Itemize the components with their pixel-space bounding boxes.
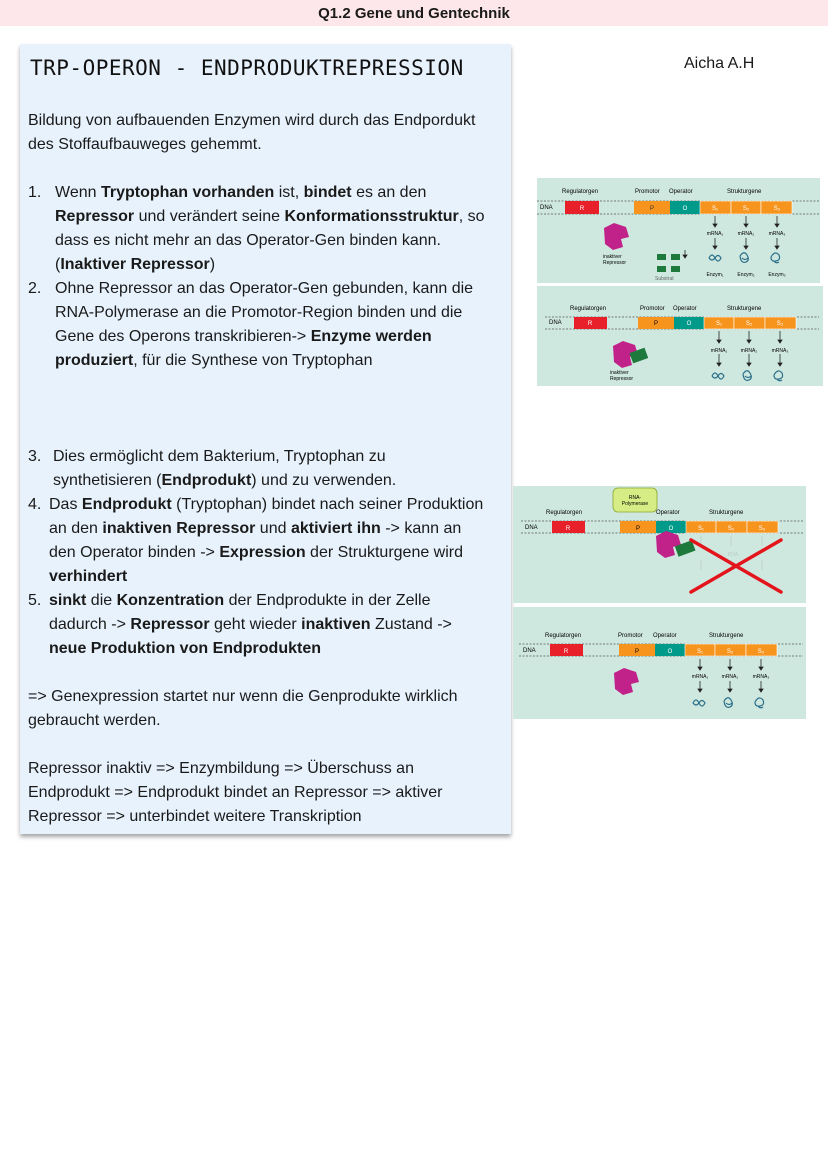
- label-strukturgene: Strukturgene: [727, 189, 762, 195]
- bold-term: Tryptophan vorhanden: [100, 184, 275, 201]
- svg-text:Promotor: Promotor: [640, 306, 665, 312]
- list-number: 1.: [28, 184, 42, 201]
- bold-term: sinkt: [49, 592, 87, 609]
- bold-term: Konformationsstruktur: [284, 208, 459, 225]
- list-number: 3.: [28, 448, 42, 465]
- conclusion-line-2: gebraucht werden.: [28, 712, 161, 729]
- svg-text:mRNA₂: mRNA₂: [737, 231, 755, 237]
- svg-text:Enzym₃: Enzym₃: [768, 272, 786, 278]
- svg-text:S₁: S₁: [696, 649, 704, 655]
- svg-text:P: P: [649, 206, 655, 212]
- summary-line-3: Repressor => unterbindet weitere Transkription: [28, 808, 362, 825]
- label-dna: DNA: [540, 205, 553, 211]
- list-number: 5.: [28, 592, 42, 609]
- svg-text:P: P: [635, 526, 641, 532]
- svg-text:P: P: [653, 321, 659, 327]
- list-item-line: Repressor und verändert seine Konformationsstruktur, so: [55, 208, 485, 225]
- list-item-line: sinkt die Konzentration der Endprodukte in der Zelle: [49, 592, 431, 609]
- svg-text:mRNA₃: mRNA₃: [752, 674, 770, 680]
- svg-text:DNA: DNA: [549, 320, 562, 326]
- svg-text:P: P: [634, 649, 640, 655]
- svg-text:Operator: Operator: [673, 306, 697, 312]
- svg-text:R: R: [563, 649, 569, 655]
- author-name: Aicha A.H: [684, 55, 755, 72]
- svg-text:Substrat: Substrat: [655, 276, 674, 282]
- operon-diagram-4: [513, 607, 806, 719]
- top-header-bar: [0, 0, 828, 26]
- svg-text:Regulatorgen: Regulatorgen: [546, 510, 583, 516]
- bold-term: aktiviert ihn: [290, 520, 381, 537]
- svg-text:DNA: DNA: [523, 648, 536, 654]
- list-number: 2.: [28, 280, 42, 297]
- svg-text:Regulatorgen: Regulatorgen: [570, 306, 607, 312]
- svg-text:S₁: S₁: [697, 526, 705, 532]
- operon-diagram-1: [537, 178, 820, 283]
- svg-text:Enzym₂: Enzym₂: [737, 272, 755, 278]
- bold-term: Repressor: [55, 208, 135, 225]
- list-number: 4.: [28, 496, 42, 513]
- label-regulatorgen: Regulatorgen: [562, 189, 599, 195]
- list-item-line: [49, 565, 127, 589]
- svg-text:mRNA₂: mRNA₂: [740, 348, 758, 354]
- svg-text:mRNA₁: mRNA₁: [710, 348, 728, 354]
- svg-text:O: O: [668, 526, 674, 532]
- svg-text:R: R: [579, 206, 585, 212]
- svg-text:S₁: S₁: [715, 321, 723, 327]
- svg-text:mRNA₁: mRNA₁: [691, 674, 709, 680]
- bold-term: produziert: [55, 352, 134, 369]
- list-item-line: dadurch -> Repressor geht wieder inaktiven Zustand ->: [49, 616, 452, 633]
- svg-text:S₃: S₃: [758, 526, 766, 532]
- list-item-line: Gene des Operons transkribieren-> Enzyme werden: [55, 328, 432, 345]
- svg-text:S₂: S₂: [745, 321, 753, 327]
- intro-line-1: Bildung von aufbauenden Enzymen wird durch das Endpordukt: [28, 112, 476, 129]
- list-item-line: Ohne Repressor an das Operator-Gen gebunden, kann die: [55, 280, 474, 297]
- list-item-line: dass es nicht mehr an das Operator-Gen binden kann.: [55, 232, 441, 249]
- svg-text:RNA: RNA: [727, 552, 739, 558]
- svg-text:inaktiver: inaktiver: [610, 370, 629, 376]
- document-header-title: Q1.2 Gene und Gentechnik: [318, 5, 510, 22]
- summary-line-1: Repressor inaktiv => Enzymbildung => Überschuss an: [28, 760, 414, 777]
- svg-text:S₃: S₃: [776, 321, 784, 327]
- svg-text:Repressor: Repressor: [603, 260, 627, 266]
- svg-text:mRNA₃: mRNA₃: [771, 348, 789, 354]
- bold-term: Enzyme werden: [310, 328, 432, 345]
- svg-text:Regulatorgen: Regulatorgen: [545, 633, 582, 639]
- list-item-line: Dies ermöglicht dem Bakterium, Tryptophan zu: [53, 448, 386, 465]
- list-item-line: RNA-Polymerase an die Promotor-Region binden und die: [55, 304, 463, 321]
- svg-text:Strukturgene: Strukturgene: [709, 633, 744, 639]
- operon-diagram-3: [513, 486, 806, 603]
- svg-text:Strukturgene: Strukturgene: [709, 510, 744, 516]
- list-item-line: synthetisieren (Endprodukt) und zu verwenden.: [53, 472, 397, 489]
- bold-term: bindet: [303, 184, 352, 201]
- svg-text:Promotor: Promotor: [618, 633, 643, 639]
- svg-text:S₂: S₂: [742, 206, 750, 212]
- operon-diagram-2: [537, 286, 823, 386]
- svg-text:S₃: S₃: [773, 206, 781, 212]
- svg-text:RNA-: RNA-: [628, 495, 642, 501]
- svg-text:mRNA₃: mRNA₃: [768, 231, 786, 237]
- svg-text:O: O: [667, 649, 673, 655]
- bold-term: Konzentration: [116, 592, 225, 609]
- bold-term: Endprodukt: [161, 472, 252, 489]
- svg-text:Polymerase: Polymerase: [621, 501, 649, 507]
- svg-text:R: R: [587, 321, 593, 327]
- svg-text:S₂: S₂: [726, 649, 734, 655]
- bold-term: Repressor: [130, 616, 210, 633]
- svg-text:Repressor: Repressor: [610, 376, 634, 382]
- bold-term: neue Produktion von Endprodukten: [49, 640, 321, 657]
- svg-text:DNA: DNA: [525, 525, 538, 531]
- bold-term: inaktiven: [301, 616, 371, 633]
- list-item-line: [49, 637, 321, 661]
- bold-term: verhindert: [49, 568, 128, 585]
- bold-term: inaktiven Repressor: [102, 520, 256, 537]
- svg-text:Strukturgene: Strukturgene: [727, 306, 762, 312]
- svg-text:Operator: Operator: [653, 633, 677, 639]
- list-item-line: Das Endprodukt (Tryptophan) bindet nach seiner Produktion: [49, 496, 484, 513]
- svg-text:S₁: S₁: [711, 206, 719, 212]
- summary-line-2: Endprodukt => Endprodukt bindet an Repressor => aktiver: [28, 784, 443, 801]
- bold-term: Expression: [219, 544, 306, 561]
- svg-text:mRNA₁: mRNA₁: [706, 231, 724, 237]
- bold-term: Endprodukt: [81, 496, 172, 513]
- label-operator: Operator: [669, 189, 693, 195]
- svg-text:O: O: [682, 206, 688, 212]
- svg-text:R: R: [565, 526, 571, 532]
- svg-text:Operator: Operator: [656, 510, 680, 516]
- label-promotor: Promotor: [635, 189, 660, 195]
- svg-text:Enzym₁: Enzym₁: [706, 272, 724, 278]
- svg-text:inaktiver: inaktiver: [603, 254, 622, 260]
- list-item-line: den Operator binden -> Expression der Strukturgene wird: [49, 544, 464, 561]
- intro-line-2: des Stoffaufbauweges gehemmt.: [28, 136, 262, 153]
- conclusion-line-1: => Genexpression startet nur wenn die Genprodukte wirklich: [28, 688, 458, 705]
- list-item-line: an den inaktiven Repressor und aktiviert ihn -> kann an: [49, 520, 462, 537]
- svg-text:O: O: [686, 321, 692, 327]
- svg-text:S₃: S₃: [757, 649, 765, 655]
- list-item-line: Wenn Tryptophan vorhanden ist, bindet es an den: [55, 184, 427, 201]
- svg-text:mRNA₂: mRNA₂: [721, 674, 739, 680]
- note-title: TRP-OPERON - ENDPRODUKTREPRESSION: [30, 56, 464, 80]
- bold-term: Inaktiver Repressor: [60, 256, 210, 273]
- list-item-line: produziert, für die Synthese von Tryptophan: [55, 352, 373, 369]
- svg-text:S₂: S₂: [727, 526, 735, 532]
- list-item-line: (Inaktiver Repressor): [55, 256, 216, 273]
